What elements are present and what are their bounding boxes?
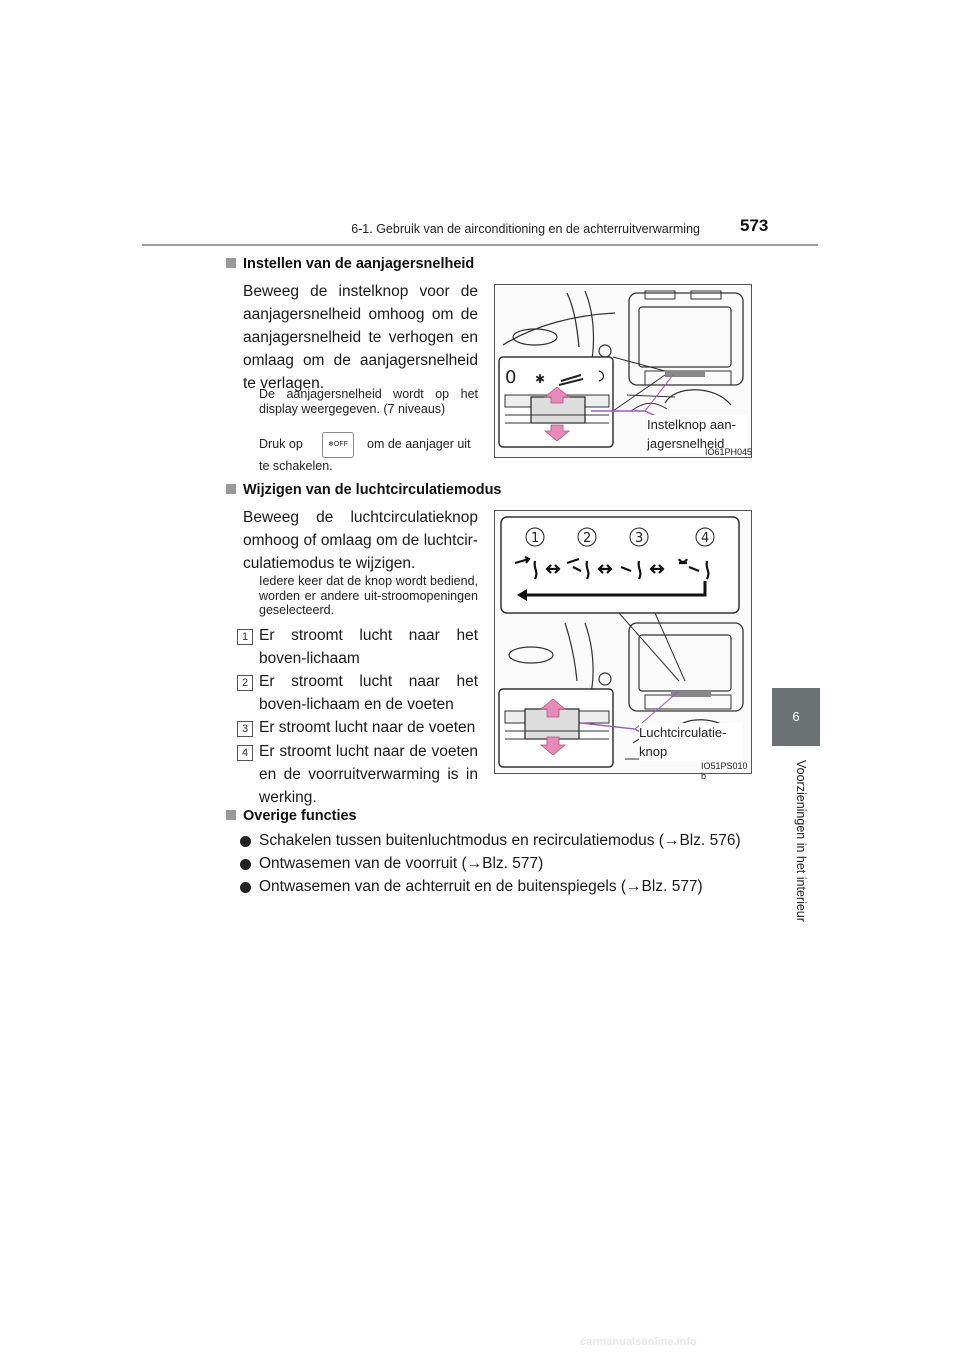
air-mode-callout: Luchtcirculatie- knop	[639, 723, 743, 761]
chapter-header-title: 6-1. Gebruik van de airconditioning en de achterruitverwarming	[351, 222, 700, 236]
list-number-3: 3	[237, 721, 253, 737]
off-instruction-suffix-1: om de aanjager uit	[367, 437, 471, 451]
bullet-icon	[240, 836, 251, 847]
mode-label-2: 2	[583, 531, 592, 546]
header-divider	[142, 244, 818, 246]
list-number-1: 1	[237, 629, 253, 645]
list-number-2: 2	[237, 675, 253, 691]
section-title-air-mode: Wijzigen van de luchtcirculatiemodus	[226, 482, 502, 498]
fan-speed-callout: Instelknop aan- jagersnelheid	[647, 415, 747, 453]
display-number: 0	[505, 367, 517, 388]
svg-text:✱: ✱	[535, 372, 546, 386]
bullet-item-1[interactable]: Schakelen tussen buitenluchtmodus en recirculatiemodus (→Blz. 576)	[259, 832, 741, 849]
fan-speed-body: Beweeg de instelknop voor de aanjagersnelheid omhoog om de aanjagersnelheid te verhogen en omlaag om de aanjagersnelheid te verlagen.	[243, 283, 478, 392]
mode-label-1: 1	[531, 531, 540, 546]
list-number-4: 4	[237, 745, 253, 761]
figure-code-1: IO61PH045	[705, 447, 753, 457]
bullet-icon	[240, 859, 251, 870]
bullet-item-2[interactable]: Ontwasemen van de voorruit (→Blz. 577)	[259, 855, 544, 872]
list-item-4: Er stroomt lucht naar de voeten en de voorruitverwarming is in werking.	[259, 743, 478, 806]
mode-label-3: 3	[635, 531, 644, 546]
bullet-icon	[240, 882, 251, 893]
off-instruction-suffix-2: te schakelen.	[259, 459, 333, 473]
figure-code-2: IO51PS010 b	[701, 761, 748, 781]
off-instruction-prefix: Druk op	[259, 437, 303, 451]
bullet-item-3[interactable]: Ontwasemen van de achterruit en de buitenspiegels (→Blz. 577)	[259, 878, 703, 895]
figure-fan-speed	[494, 284, 752, 458]
fan-off-button-icon: ❄OFF	[322, 432, 354, 458]
page-number: 573	[740, 216, 769, 235]
section-title-other: Overige functies	[226, 808, 357, 824]
section-square-icon	[226, 810, 236, 820]
air-mode-note: Iedere keer dat de knop wordt bediend, worden er andere uit-stroomopeningen geselecteerd.	[259, 574, 478, 617]
list-item-3: Er stroomt lucht naar de voeten	[259, 719, 476, 736]
air-mode-body: Beweeg de luchtcirculatieknop omhoog of omlaag om de luchtcir-culatiemodus te wijzigen.	[243, 509, 478, 572]
mode-label-4: 4	[701, 531, 710, 546]
fan-speed-note: De aanjagersnelheid wordt op het display weergegeven. (7 niveaus)	[259, 387, 478, 416]
list-item-2: Er stroomt lucht naar het boven-lichaam en de voeten	[259, 673, 478, 713]
figure-air-mode	[494, 510, 752, 781]
section-square-icon	[226, 484, 236, 494]
section-title-fan-speed: Instellen van de aanjagersnelheid	[226, 256, 474, 272]
chapter-tab[interactable]: 6	[772, 688, 820, 746]
watermark: carmanualsonline.info	[580, 1336, 697, 1348]
list-item-1: Er stroomt lucht naar het boven-lichaam	[259, 627, 478, 667]
section-square-icon	[226, 258, 236, 268]
chapter-side-title: Voorzieningen in het interieur	[794, 760, 808, 922]
